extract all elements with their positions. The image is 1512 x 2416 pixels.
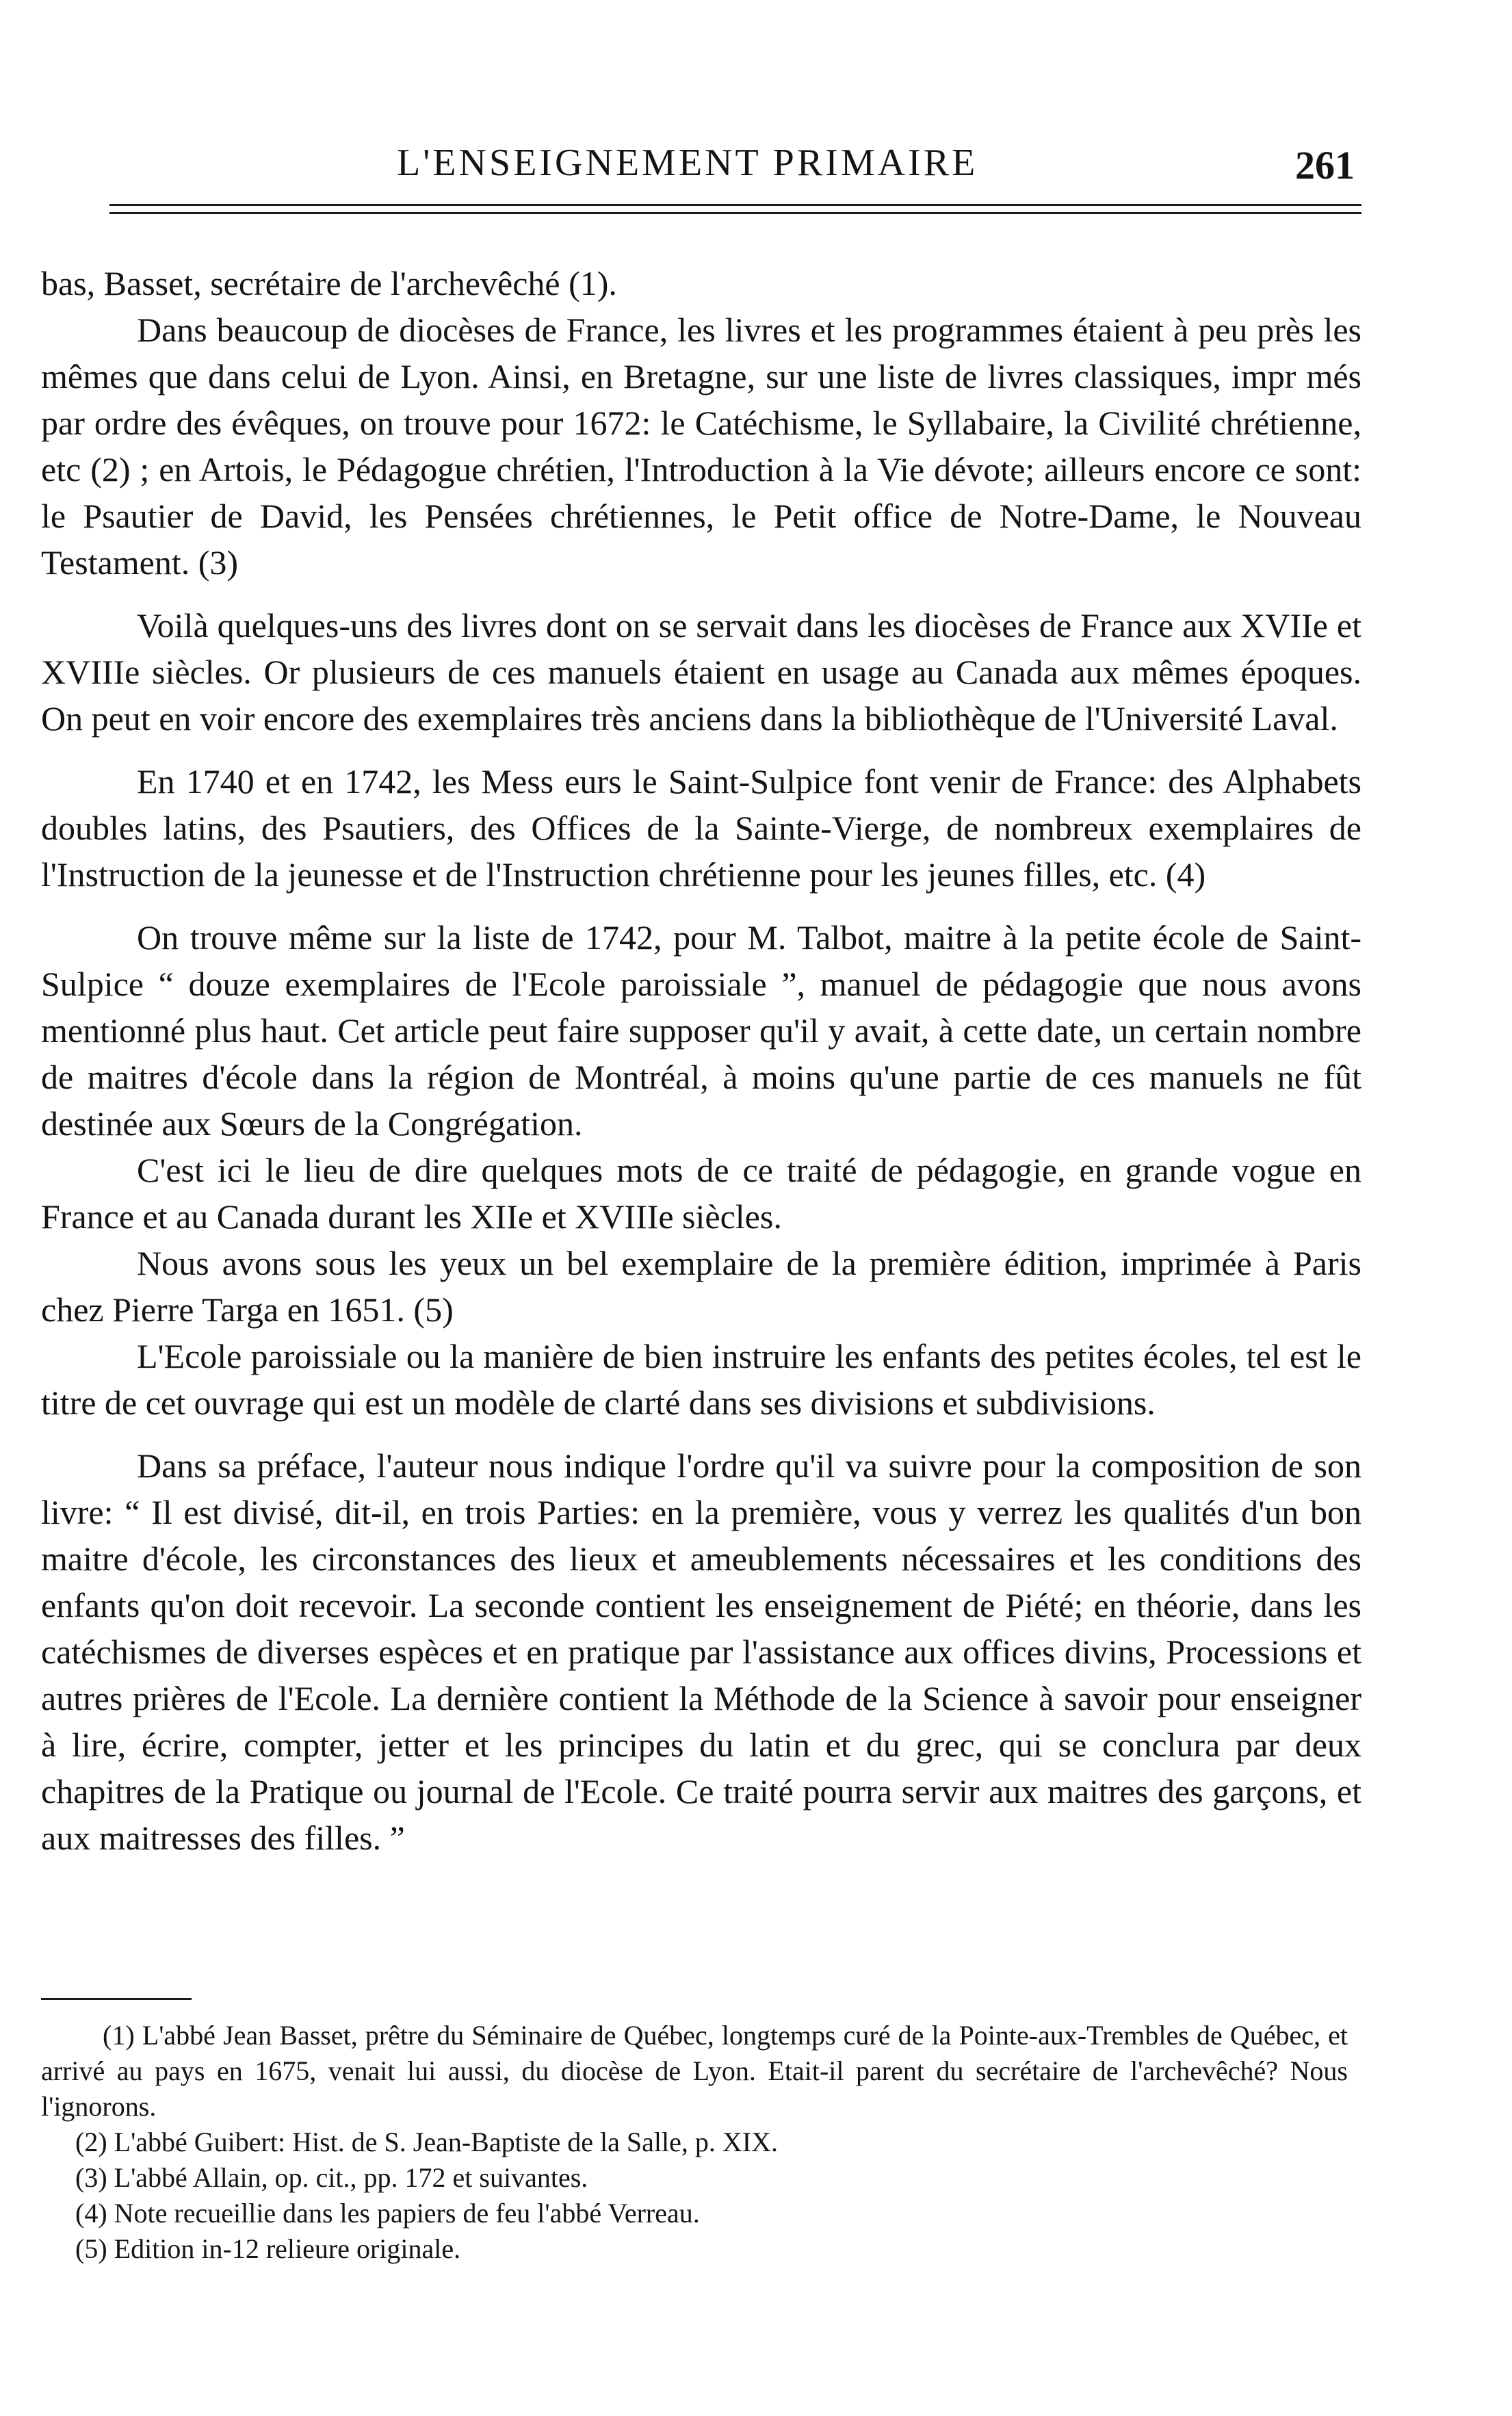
paragraph: Nous avons sous les yeux un bel exemplaire de la première édition, imprimée à Paris chez Pierre Targa en 1651. (5) xyxy=(41,1244,1361,1329)
page-header xyxy=(41,127,1368,189)
footnote-separator xyxy=(41,1998,192,2000)
paragraph: L'Ecole paroissiale ou la manière de bien instruire les enfants des petites écoles, tel est le titre de cet ouvrage qui est un modèle de clarté dans ses divisions et subdivisions. xyxy=(41,1337,1361,1422)
footnote: (5) Edition in-12 relieure originale. xyxy=(75,2233,461,2264)
paragraph: bas, Basset, secrétaire de l'archevêché (1). xyxy=(41,264,617,302)
paragraph: Voilà quelques-uns des livres dont on se servait dans les diocèses de France aux XVIIe et XVIIIe siècles. Or plusieurs de ces manuels étaient en usage au Canada aux mêmes époques. On peut en voir encore des exemplaires très anciens dans la bibliothèque de l'Université Laval. xyxy=(41,606,1361,738)
paragraph: Dans beaucoup de diocèses de France, les livres et les programmes étaient à peu près les mêmes que dans celui de Lyon. Ainsi, en Bretagne, sur une liste de livres classiques, impr més par ordre des évêques, on trouve pour 1672: le Catéchisme, le Syllabaire, la Civilité chrétienne, etc (2) ; en Artois, le Pédagogue chrétien, l'Introduction à la Vie dévote; ailleurs encore ce sont: le Psautier de David, les Pensées chrétiennes, le Petit office de Notre-Dame, le Nouveau Testament. (3) xyxy=(41,311,1361,582)
body-text xyxy=(41,260,1361,1861)
footnote: (1) L'abbé Jean Basset, prêtre du Séminaire de Québec, longtemps curé de la Pointe-aux-Trembles de Québec, et arrivé au pays en 1675, venait lui aussi, du diocèse de Lyon. Etait-il parent du secrétaire de l'archevêché? Nous l'ignorons. xyxy=(41,2020,1348,2122)
footnote: (4) Note recueillie dans les papiers de feu l'abbé Verreau. xyxy=(75,2198,700,2229)
book-page xyxy=(41,103,1368,2374)
footnote: (2) L'abbé Guibert: Hist. de S. Jean-Baptiste de la Salle, p. XIX. xyxy=(75,2127,778,2157)
running-title: L'ENSEIGNEMENT PRIMAIRE xyxy=(397,142,978,184)
header-rule-double xyxy=(109,212,1361,214)
page-number: 261 xyxy=(1295,143,1355,187)
footnotes xyxy=(41,1998,1348,2267)
header-rule xyxy=(109,204,1361,206)
footnote: (3) L'abbé Allain, op. cit., pp. 172 et suivantes. xyxy=(75,2162,588,2193)
paragraph: C'est ici le lieu de dire quelques mots de ce traité de pédagogie, en grande vogue en France et au Canada durant les XIIe et XVIIIe siècles. xyxy=(41,1151,1361,1236)
paragraph: En 1740 et en 1742, les Mess eurs le Saint-Sulpice font venir de France: des Alphabets doubles latins, des Psautiers, des Offices de la Sainte-Vierge, de nombreux exemplaires de l'Instruction de la jeunesse et de l'Instruction chrétienne pour les jeunes filles, etc. (4) xyxy=(41,762,1361,894)
paragraph: Dans sa préface, l'auteur nous indique l'ordre qu'il va suivre pour la composition de son livre: “ Il est divisé, dit-il, en trois Parties: en la première, vous y verrez les qualités d'un bon maitre d'école, les circonstances des lieux et ameublements nécessaires et les conditions des enfants qu'on doit recevoir. La seconde contient les enseignement de Piété; en théorie, dans les catéchismes de diverses espèces et en pratique par l'assistance aux offices divins, Processions et autres prières de l'Ecole. La dernière contient la Méthode de la Science à savoir pour enseigner à lire, écrire, compter, jetter et les principes du latin et du grec, qui se conclura par deux chapitres de la Pratique ou journal de l'Ecole. Ce traité pourra servir aux maitres des garçons, et aux maitresses des filles. ” xyxy=(41,1446,1361,1857)
paragraph: On trouve même sur la liste de 1742, pour M. Talbot, maitre à la petite école de Saint-Sulpice “ douze exemplaires de l'Ecole paroissiale ”, manuel de pédagogie que nous avons mentionné plus haut. Cet article peut faire supposer qu'il y avait, à cette date, un certain nombre de maitres d'école dans la région de Montréal, à moins qu'une partie de ces manuels ne fût destinée aux Sœurs de la Congrégation. xyxy=(41,918,1361,1143)
